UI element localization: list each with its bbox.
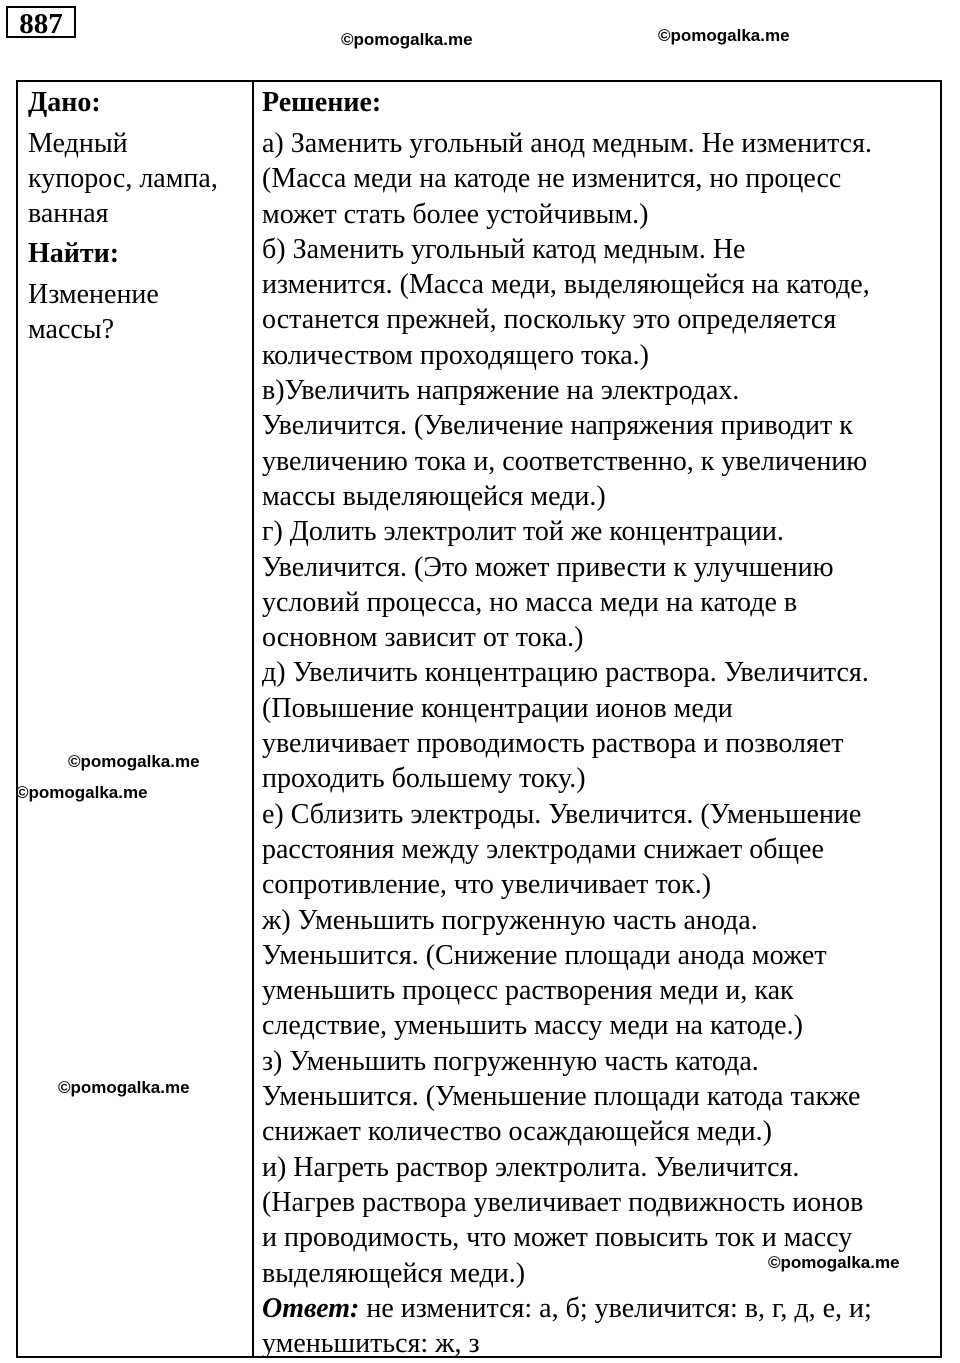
problem-number: 887 [6, 6, 76, 38]
given-line: ванная [28, 198, 109, 229]
solution-line: ж) Уменьшить погруженную часть анода. [262, 904, 758, 936]
solution-line: следствие, уменьшить массу меди на катоде.) [262, 1010, 803, 1042]
solution-line: изменится. (Масса меди, выделяющейся на катоде, [262, 269, 870, 301]
watermark: ©pomogalka.me [68, 752, 200, 771]
solution-line: в)Увеличить напряжение на электродах. [262, 375, 740, 407]
solution-line: Увеличится. (Это может привести к улучшению [262, 551, 834, 583]
solution-line: сопротивление, что увеличивает ток.) [262, 869, 712, 901]
given-line: купорос, лампа, [28, 163, 218, 194]
solution-line: расстояния между электродами снижает общее [262, 833, 824, 865]
solution-line: останется прежней, поскольку это определяется [262, 304, 837, 336]
solution-line: е) Сблизить электроды. Увеличится. (Уменьшение [262, 798, 862, 830]
solution-line: снижает количество осаждающейся меди.) [262, 1116, 772, 1148]
solution-line: Уменьшится. (Снижение площади анода может [262, 939, 827, 971]
solution-text [262, 126, 942, 1361]
solution-line: основном зависит от тока.) [262, 622, 584, 654]
answer-label: Ответ: [262, 1292, 360, 1324]
find-line: массы? [28, 314, 115, 345]
solution-table [16, 80, 942, 1358]
solution-line: увеличивает проводимость раствора и позволяет [262, 728, 844, 760]
watermark: ©pomogalka.me [16, 783, 148, 802]
find-text [28, 277, 243, 347]
given-heading: Дано: [28, 87, 101, 118]
solution-line: (Нагрев раствора увеличивает подвижность ионов [262, 1186, 864, 1218]
answer-line: уменьшиться: ж, з [262, 1328, 480, 1360]
solution-column [262, 82, 942, 1361]
given-column [28, 82, 243, 347]
solution-line: а) Заменить угольный анод медным. Не изменится. [262, 128, 872, 159]
solution-line: б) Заменить угольный катод медным. Не [262, 233, 746, 265]
solution-line: выделяющейся меди.) [262, 1257, 526, 1289]
answer-line [262, 1291, 942, 1326]
solution-line: и) Нагреть раствор электролита. Увеличится. [262, 1151, 800, 1183]
watermark: ©pomogalka.me [658, 26, 790, 45]
answer-text: не изменится: а, б; увеличится: в, г, д, е, и; [359, 1292, 872, 1324]
column-divider [252, 82, 254, 1356]
solution-line: (Масса меди на катоде не изменится, но процесс [262, 163, 842, 195]
solution-line: Уменьшится. (Уменьшение площади катода также [262, 1081, 861, 1113]
solution-line: д) Увеличить концентрацию раствора. Увеличится. [262, 657, 869, 689]
given-text [28, 126, 243, 231]
solution-line: з) Уменьшить погруженную часть катода. [262, 1045, 759, 1077]
solution-line: проходить большему току.) [262, 763, 586, 795]
solution-line: увеличению тока и, соответственно, к увеличению [262, 445, 868, 477]
solution-line: количеством проходящего тока.) [262, 339, 649, 371]
solution-line: условий процесса, но масса меди на катоде в [262, 586, 798, 618]
solution-line: Увеличится. (Увеличение напряжения приводит к [262, 410, 853, 442]
solution-line: массы выделяющейся меди.) [262, 480, 606, 512]
find-heading: Найти: [28, 238, 120, 269]
watermark: ©pomogalka.me [768, 1253, 900, 1272]
solution-heading: Решение: [262, 87, 382, 118]
solution-line: г) Долить электролит той же концентрации. [262, 516, 784, 548]
solution-line: и проводимость, что может повысить ток и массу [262, 1222, 853, 1254]
watermark: ©pomogalka.me [58, 1078, 190, 1097]
solution-line: уменьшить процесс растворения меди и, как [262, 975, 794, 1007]
given-line: Медный [28, 128, 128, 159]
watermark: ©pomogalka.me [341, 30, 473, 49]
solution-line: может стать более устойчивым.) [262, 198, 649, 230]
find-line: Изменение [28, 279, 159, 310]
solution-line: (Повышение концентрации ионов меди [262, 692, 733, 724]
